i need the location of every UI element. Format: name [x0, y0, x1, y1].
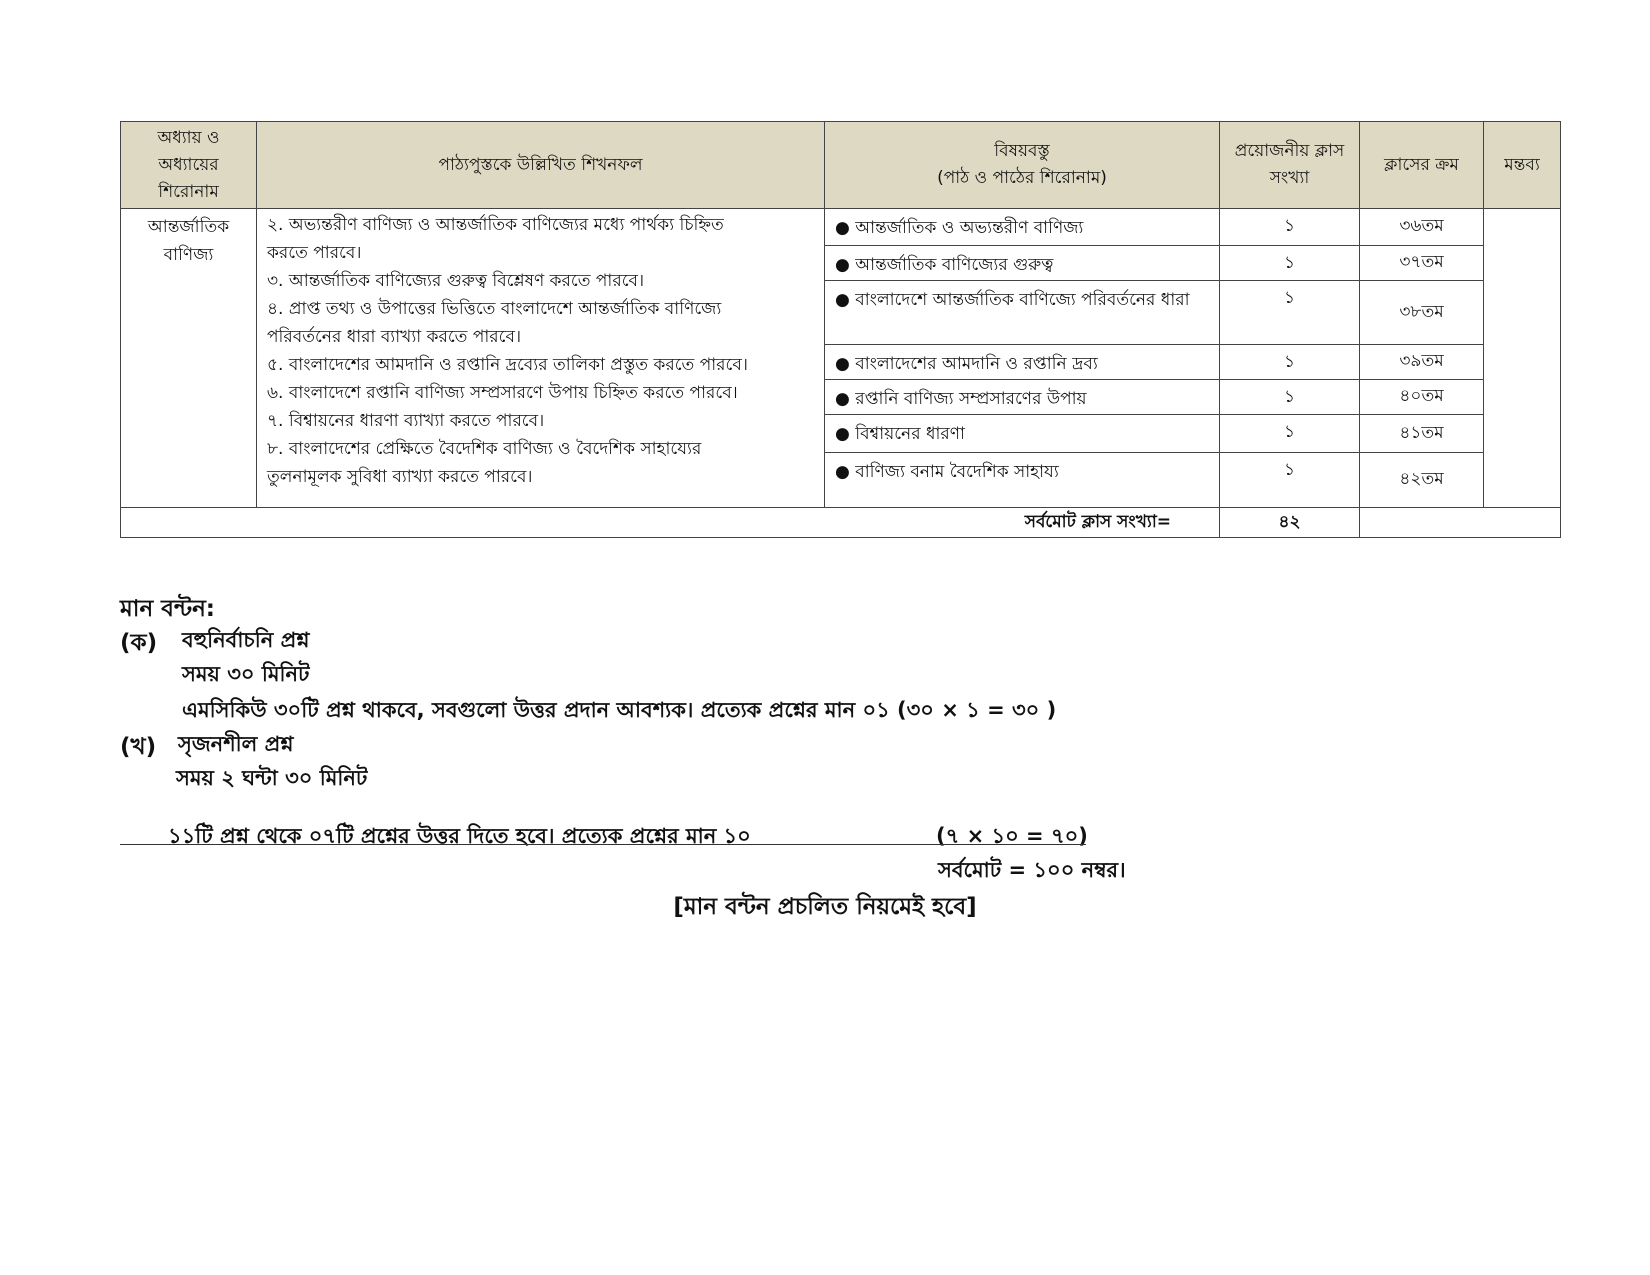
- grand-total: সর্বমোট = ১০০ নম্বর।: [938, 858, 1126, 882]
- class-order-cell: ৪০তম: [1360, 380, 1484, 415]
- outcome-line: ৮. বাংলাদেশের প্রেক্ষিতে বৈদেশিক বাণিজ্য ও বৈদেশিক সাহায্যের: [267, 439, 702, 459]
- learning-outcomes-cell: [257, 209, 825, 508]
- class-order-cell: ৩৭তম: [1360, 246, 1484, 281]
- marks-heading: মান বন্টন:: [120, 596, 215, 622]
- class-count-cell: ১: [1220, 209, 1360, 246]
- outcome-line: পরিবর্তনের ধারা ব্যাখ্যা করতে পারবে।: [267, 327, 522, 347]
- header-remarks: মন্তব্য: [1484, 122, 1561, 209]
- topic-cell: ● আন্তর্জাতিক ও অভ্যন্তরীণ বাণিজ্য: [825, 209, 1220, 246]
- class-count-cell: ১: [1220, 453, 1360, 508]
- class-count-cell: ১: [1220, 415, 1360, 453]
- mcq-marker: (ক): [120, 630, 158, 656]
- outcome-line: ৭. বিশ্বায়নের ধারণা ব্যাখ্যা করতে পারবে।: [267, 411, 545, 431]
- outcome-line: ৬. বাংলাদেশে রপ্তানি বাণিজ্য সম্প্রসারণে উপায় চিহ্নিত করতে পারবে।: [267, 383, 738, 403]
- cq-time: সময় ২ ঘন্টা ৩০ মিনিট: [176, 766, 368, 790]
- topic-cell: ● বাণিজ্য বনাম বৈদেশিক সাহায্য: [825, 453, 1220, 508]
- topic-cell: ● রপ্তানি বাণিজ্য সম্প্রসারণের উপায়: [825, 380, 1220, 415]
- cq-calculation: (৭ × ১০ = ৭০): [936, 824, 1088, 848]
- class-count-cell: ১: [1220, 246, 1360, 281]
- cq-title: সৃজনশীল প্রশ্ন: [178, 732, 294, 756]
- chapter-title-cell: আন্তর্জাতিক বাণিজ্য: [121, 209, 257, 508]
- table-header-row: [121, 122, 1561, 209]
- marks-note: [মান বন্টন প্রচলিত নিয়মেই হবে]: [673, 894, 977, 920]
- header-class-order: ক্লাসের ক্রম: [1360, 122, 1484, 209]
- topic-cell: ● আন্তর্জাতিক বাণিজ্যের গুরুত্ব: [825, 246, 1220, 281]
- total-class-value: ৪২: [1220, 508, 1360, 538]
- header-content: বিষয়বস্তু (পাঠ ও পাঠের শিরোনাম): [825, 122, 1220, 209]
- class-order-cell: ৩৮তম: [1360, 281, 1484, 345]
- class-count-cell: ১: [1220, 380, 1360, 415]
- cq-marker: (খ): [120, 734, 157, 760]
- class-order-cell: ৪১তম: [1360, 415, 1484, 453]
- outcome-line: ২. অভ্যন্তরীণ বাণিজ্য ও আন্তর্জাতিক বাণিজ্যের মধ্যে পার্থক্য চিহ্নিত: [267, 215, 724, 235]
- outcome-line: ৫. বাংলাদেশের আমদানি ও রপ্তানি দ্রব্যের তালিকা প্রস্তুত করতে পারবে।: [267, 355, 748, 375]
- total-empty-cell: [1360, 508, 1561, 538]
- class-order-cell: ৩৯তম: [1360, 345, 1484, 380]
- table-total-row: [121, 508, 1561, 538]
- mcq-title: বহুনির্বাচনি প্রশ্ন: [182, 628, 310, 652]
- topic-cell: ● বাংলাদেশে আন্তর্জাতিক বাণিজ্যে পরিবর্তনের ধারা: [825, 281, 1220, 345]
- class-order-cell: ৪২তম: [1360, 453, 1484, 508]
- topic-cell: ● বিশ্বায়নের ধারণা: [825, 415, 1220, 453]
- outcome-line: ৩. আন্তর্জাতিক বাণিজ্যের গুরুত্ব বিশ্লেষণ করতে পারবে।: [267, 271, 645, 291]
- outcome-line: ৪. প্রাপ্ত তথ্য ও উপাত্তের ভিত্তিতে বাংলাদেশে আন্তর্জাতিক বাণিজ্যে: [267, 299, 722, 319]
- class-count-cell: ১: [1220, 345, 1360, 380]
- class-order-cell: ৩৬তম: [1360, 209, 1484, 246]
- syllabus-table: [120, 121, 1561, 538]
- divider-line: [120, 844, 1086, 845]
- total-class-label: সর্বমোট ক্লাস সংখ্যা=: [121, 508, 1220, 538]
- header-chapter: অধ্যায় ও অধ্যায়ের শিরোনাম: [121, 122, 257, 209]
- outcome-line: তুলনামূলক সুবিধা ব্যাখ্যা করতে পারবে।: [267, 467, 533, 487]
- remarks-cell: [1484, 209, 1561, 508]
- mcq-time: সময় ৩০ মিনিট: [182, 662, 310, 686]
- mcq-detail: এমসিকিউ ৩০টি প্রশ্ন থাকবে, সবগুলো উত্তর প্রদান আবশ্যক। প্রত্যেক প্রশ্নের মান ০১ (৩০ × ১ = ৩০ ): [182, 698, 1057, 722]
- outcome-line: করতে পারবে।: [267, 243, 362, 263]
- cq-detail: ১১টি প্রশ্ন থেকে ০৭টি প্রশ্নের উত্তর দিতে হবে। প্রত্যেক প্রশ্নের মান ১০: [168, 824, 751, 848]
- header-class-count: প্রয়োজনীয় ক্লাস সংখ্যা: [1220, 122, 1360, 209]
- table-row: [121, 209, 1561, 246]
- class-count-cell: ১: [1220, 281, 1360, 345]
- topic-cell: ● বাংলাদেশের আমদানি ও রপ্তানি দ্রব্য: [825, 345, 1220, 380]
- header-outcomes: পাঠ্যপুস্তকে উল্লিখিত শিখনফল: [257, 122, 825, 209]
